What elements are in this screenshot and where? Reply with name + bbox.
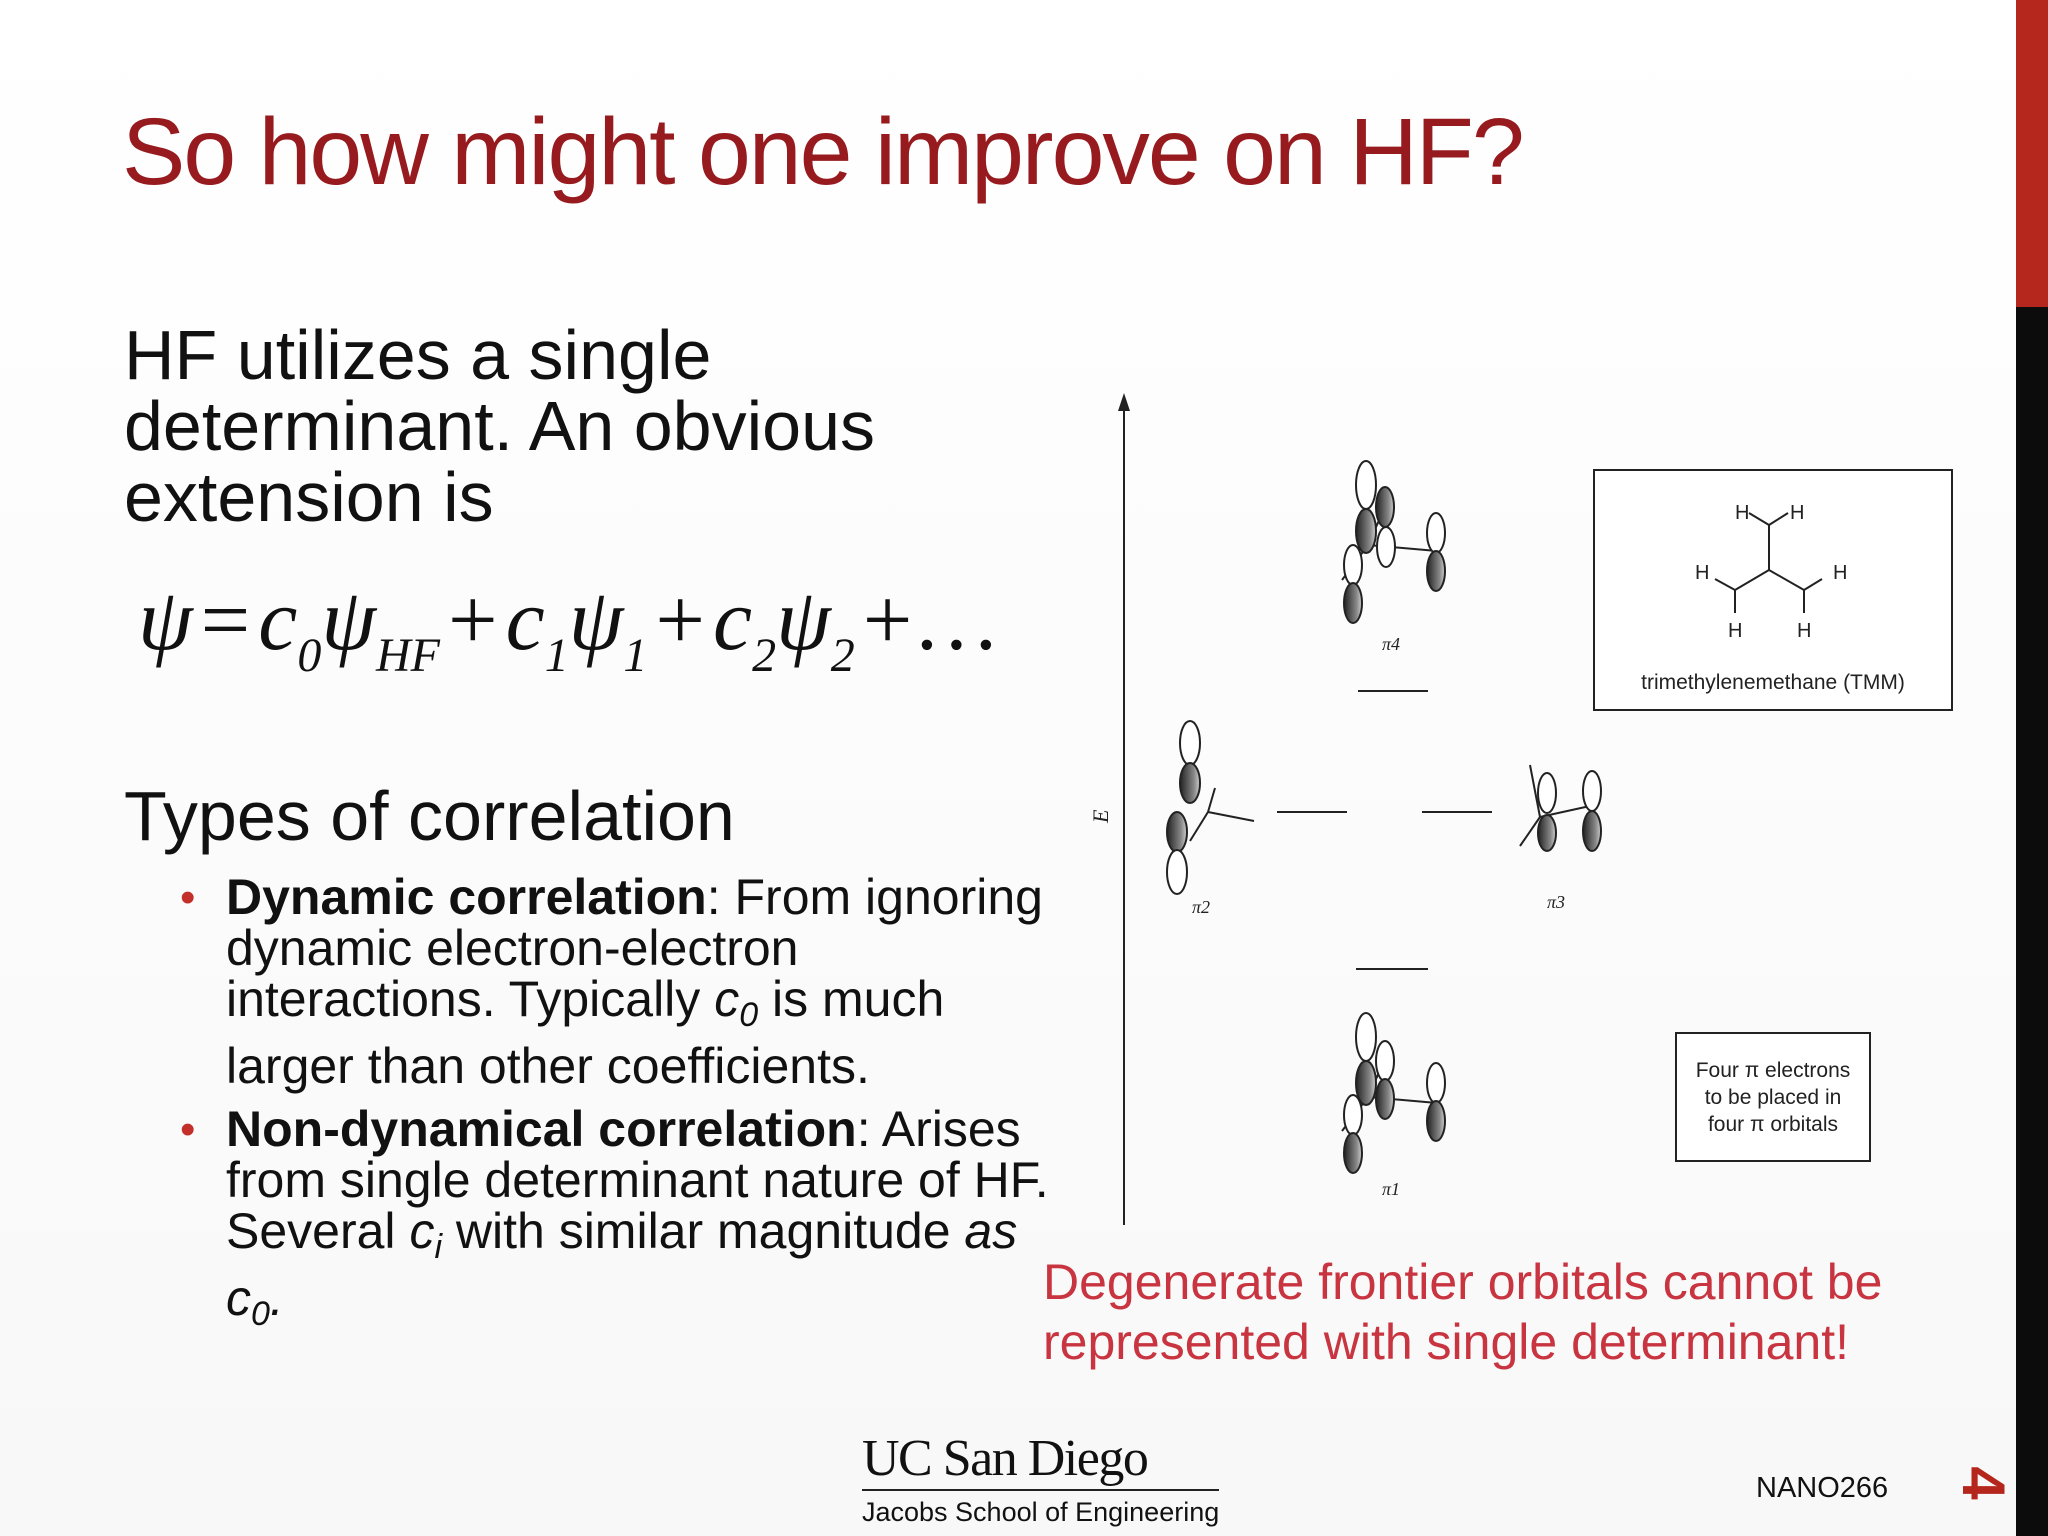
wavefunction-equation: [138, 570, 1008, 683]
bullet-var: as c: [226, 1203, 1018, 1326]
eq-c1: c: [505, 572, 545, 669]
tmm-orbital-diagram: [1060, 385, 1990, 1245]
red-note-line: Degenerate frontier orbitals cannot be: [1043, 1254, 1883, 1310]
logo-main-text: UC San Diego: [862, 1432, 1219, 1491]
bullet-term: Non-dynamical correlation: [226, 1101, 857, 1157]
bullet-sub: i: [434, 1228, 442, 1266]
correlation-subheading: Types of correlation: [124, 777, 735, 855]
atom-h: H: [1833, 562, 1848, 584]
red-note-line: represented with single determinant!: [1043, 1314, 1850, 1370]
eq-c0-sub: 0: [297, 629, 322, 682]
electrons-note-line-2: to be placed in: [1704, 1086, 1842, 1109]
bullet-non-dynamical: [180, 1101, 1060, 1340]
orbital-label-pi2: π2: [1192, 897, 1211, 917]
atom-h: H: [1790, 502, 1805, 524]
side-accent-bar-red: [2016, 0, 2048, 307]
bullet-end: .: [269, 1270, 284, 1326]
eq-psi1: ψ: [568, 572, 624, 669]
tmm-caption: trimethylenemethane (TMM): [1641, 671, 1905, 694]
atom-h: H: [1728, 620, 1743, 642]
intro-paragraph: HF utilizes a single determinant. An obvious extension is: [124, 316, 876, 536]
orbital-pi1-sketch: [1342, 1013, 1445, 1173]
bullet-sub: 0: [251, 1295, 270, 1333]
bullet-var: c: [714, 971, 740, 1027]
eq-psi-hf: ψ: [321, 572, 377, 669]
eq-c2: c: [713, 572, 753, 669]
orbital-pi3-sketch: [1520, 765, 1601, 851]
correlation-bullet-list: [180, 869, 1060, 1352]
logo-sub-text: Jacobs School of Engineering: [862, 1497, 1220, 1527]
course-code: NANO266: [1756, 1472, 1889, 1504]
bullet-dot: •: [180, 1105, 196, 1154]
atom-h: H: [1695, 562, 1710, 584]
eq-c0: c: [258, 572, 298, 669]
energy-axis-label: E: [1088, 809, 1113, 823]
orbital-label-pi3: π3: [1547, 892, 1566, 912]
bullet-term: Dynamic correlation: [226, 869, 707, 925]
eq-psi2: ψ: [776, 572, 831, 669]
bullet-text: From ignoring dynamic electron-electron interactions. Typically: [226, 869, 1043, 1027]
eq-c2-sub: 2: [752, 629, 777, 682]
side-accent-bar-black: [2016, 307, 2048, 1536]
eq-plus-2: +: [655, 572, 705, 669]
electrons-note-line-3: four π orbitals: [1707, 1113, 1839, 1136]
bullet-dot: •: [180, 873, 196, 922]
bullet-sep: :: [706, 869, 721, 925]
eq-c1-sub: 1: [544, 629, 569, 682]
orbital-label-pi1: π1: [1382, 1179, 1401, 1199]
eq-equals: =: [200, 572, 251, 669]
bullet-dynamic: [180, 869, 1060, 1094]
degenerate-orbitals-note: [1043, 1252, 1882, 1372]
bullet-sub: 0: [739, 996, 759, 1034]
orbital-pi2-sketch: [1167, 721, 1254, 894]
atom-h: H: [1797, 620, 1812, 642]
orbital-pi4-sketch: [1342, 461, 1445, 623]
energy-axis-arrowhead: [1118, 393, 1130, 411]
bullet-text: is much larger than other coefficients.: [226, 971, 945, 1094]
eq-psi: ψ: [138, 572, 193, 669]
bullet-text: Arises from single determinant nature of HF. Several: [226, 1101, 1049, 1259]
eq-ellipsis: +…: [862, 572, 1001, 669]
page-number: 4: [1950, 1466, 2017, 1500]
ucsd-logo: [862, 1432, 1219, 1528]
eq-psi-hf-sub: HF: [376, 629, 440, 682]
slide-title: So how might one improve on HF?: [122, 99, 1523, 205]
atom-h: H: [1735, 502, 1750, 524]
bullet-sep: :: [856, 1101, 871, 1157]
bullet-text: with similar magnitude: [442, 1203, 965, 1259]
eq-psi2-sub: 2: [830, 629, 855, 682]
eq-psi1-sub: 1: [623, 629, 648, 682]
orbital-label-pi4: π4: [1382, 634, 1401, 654]
eq-plus-1: +: [448, 572, 498, 669]
bullet-var: c: [409, 1203, 435, 1259]
electrons-note-line-1: Four π electrons: [1695, 1059, 1851, 1082]
